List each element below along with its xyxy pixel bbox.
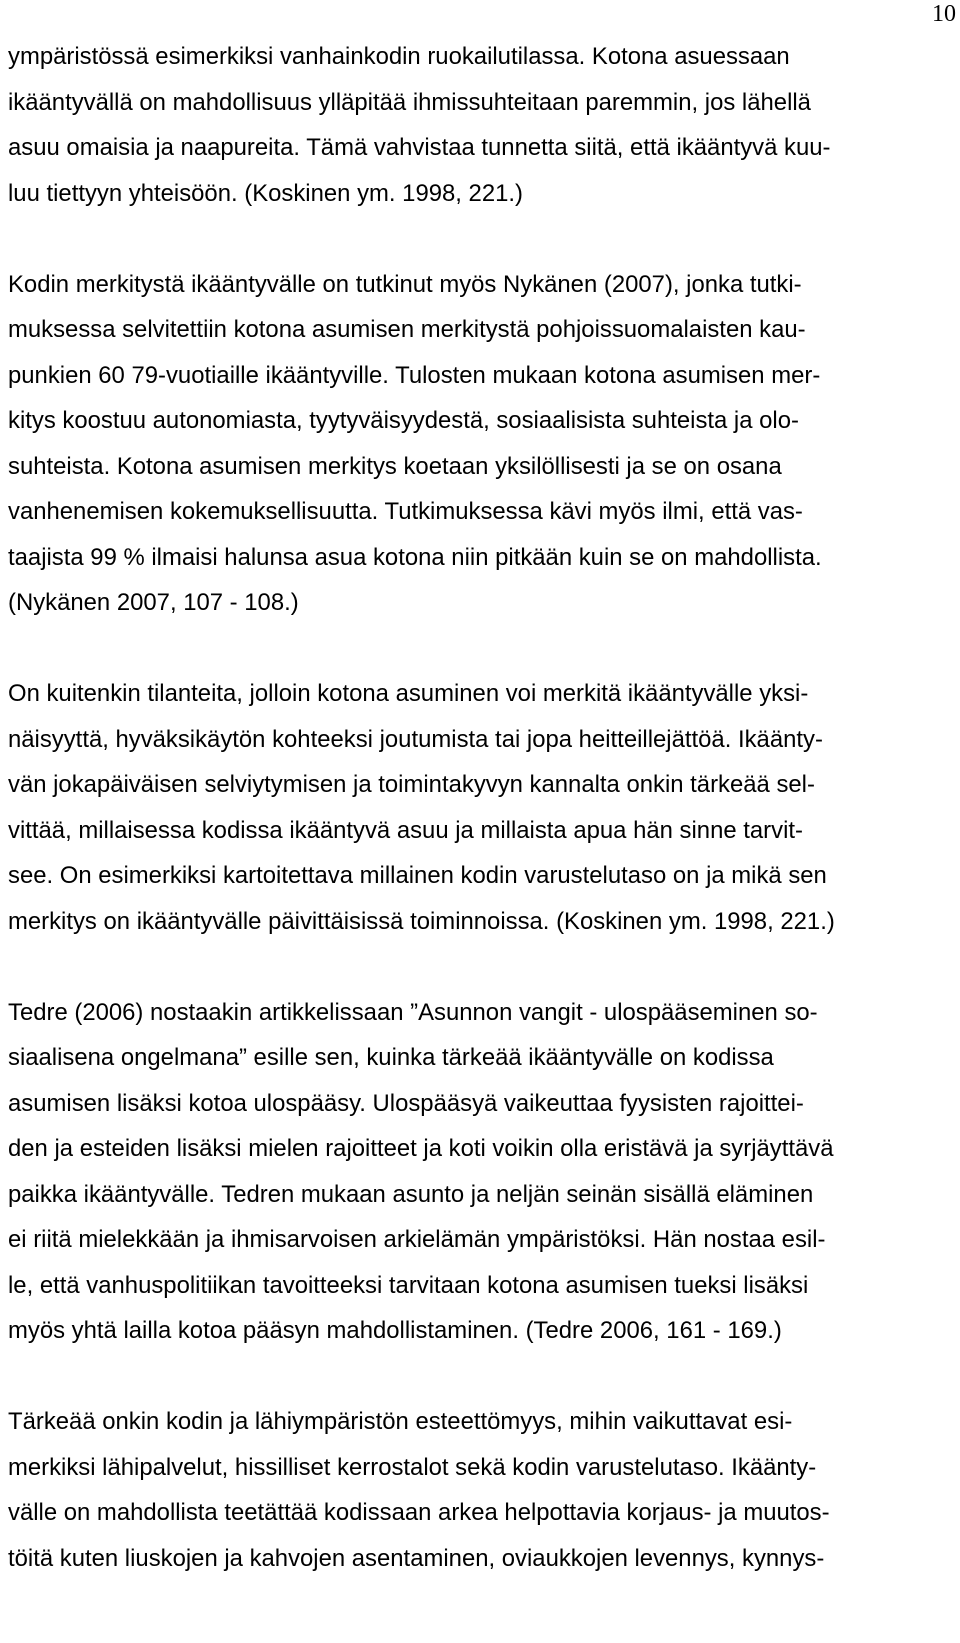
text-line: den ja esteiden lisäksi mielen rajoitteet ja koti voikin olla eristävä ja syrjäyttävä [8, 1135, 834, 1162]
text-line: Kodin merkitystä ikääntyvälle on tutkinut myös Nykänen (2007), jonka tutki- [8, 270, 802, 298]
paragraph-gap [8, 944, 952, 990]
paragraph [8, 34, 952, 216]
text-line: paikka ikääntyvälle. Tedren mukaan asunto ja neljän seinän sisällä eläminen [8, 1180, 814, 1208]
text-line: siaalisena ongelmana” esille sen, kuinka tärkeää ikääntyvälle on kodissa [8, 1044, 774, 1071]
text-line: töitä kuten liuskojen ja kahvojen asentaminen, oviaukkojen levennys, kynnys- [8, 1544, 825, 1572]
text-line: ympäristössä esimerkiksi vanhainkodin ruokailutilassa. Kotona asuessaan [8, 43, 790, 70]
text-line: see. On esimerkiksi kartoitettava millainen kodin varustelutaso on ja mikä sen [8, 862, 827, 889]
text-line: ikääntyvällä on mahdollisuus ylläpitää ihmissuhteitaan paremmin, jos lähellä [8, 88, 811, 116]
text-line: ei riitä mielekkään ja ihmisarvoisen arkielämän ympäristöksi. Hän nostaa esil- [8, 1226, 826, 1253]
text-line: le, että vanhuspolitiikan tavoitteeksi tarvitaan kotona asumisen tueksi lisäksi [8, 1271, 809, 1299]
text-line: myös yhtä lailla kotoa pääsyn mahdollistaminen. (Tedre 2006, 161 - 169.) [8, 1317, 782, 1344]
document-body [8, 34, 952, 1581]
text-line: Tärkeää onkin kodin ja lähiympäristön esteettömyys, mihin vaikuttavat esi- [8, 1408, 793, 1435]
text-line: taajista 99 % ilmaisi halunsa asua kotona niin pitkään kuin se on mahdollista. [8, 543, 822, 571]
text-line: Tedre (2006) nostaakin artikkelissaan ”Asunnon vangit - ulospääseminen so- [8, 998, 818, 1026]
text-line: punkien 60 79-vuotiaille ikääntyville. Tulosten mukaan kotona asumisen mer- [8, 361, 821, 389]
text-line: asumisen lisäksi kotoa ulospääsy. Ulospääsyä vaikeuttaa fyysisten rajoittei- [8, 1089, 804, 1117]
text-line: vittää, millaisessa kodissa ikääntyvä asuu ja millaista apua hän sinne tarvit- [8, 816, 803, 844]
text-line: vän jokapäiväisen selviytymisen ja toimintakyvyn kannalta onkin tärkeää sel- [8, 771, 815, 798]
paragraph [8, 1399, 952, 1581]
text-line: merkitys on ikääntyvälle päivittäisissä toiminnoissa. (Koskinen ym. 1998, 221.) [8, 907, 835, 935]
text-line: vanhenemisen kokemuksellisuutta. Tutkimuksessa kävi myös ilmi, että vas- [8, 498, 803, 525]
text-line: (Nykänen 2007, 107 - 108.) [8, 589, 299, 616]
text-line: välle on mahdollista teetättää kodissaan arkea helpottavia korjaus- ja muutos- [8, 1499, 830, 1526]
text-line: asuu omaisia ja naapureita. Tämä vahvistaa tunnetta siitä, että ikääntyvä kuu- [8, 134, 831, 161]
text-line: näisyyttä, hyväksikäytön kohteeksi joutumista tai jopa heitteillejättöä. Ikäänty- [8, 725, 823, 753]
text-line: merkiksi lähipalvelut, hissilliset kerrostalot sekä kodin varustelutaso. Ikäänty- [8, 1453, 817, 1481]
paragraph [8, 990, 952, 1354]
text-line: muksessa selvitettiin kotona asumisen merkitystä pohjoissuomalaisten kau- [8, 316, 806, 343]
page-number: 10 [932, 1, 956, 27]
paragraph [8, 262, 952, 626]
text-line: kitys koostuu autonomiasta, tyytyväisyydestä, sosiaalisista suhteista ja olo- [8, 407, 799, 434]
text-line: suhteista. Kotona asumisen merkitys koetaan yksilöllisesti ja se on osana [8, 452, 782, 480]
text-line: On kuitenkin tilanteita, jolloin kotona asuminen voi merkitä ikääntyvälle yksi- [8, 680, 809, 707]
text-line: luu tiettyyn yhteisöön. (Koskinen ym. 1998, 221.) [8, 179, 523, 207]
paragraph-gap [8, 626, 952, 672]
paragraph [8, 671, 952, 944]
paragraph-gap [8, 1354, 952, 1400]
paragraph-gap [8, 216, 952, 262]
